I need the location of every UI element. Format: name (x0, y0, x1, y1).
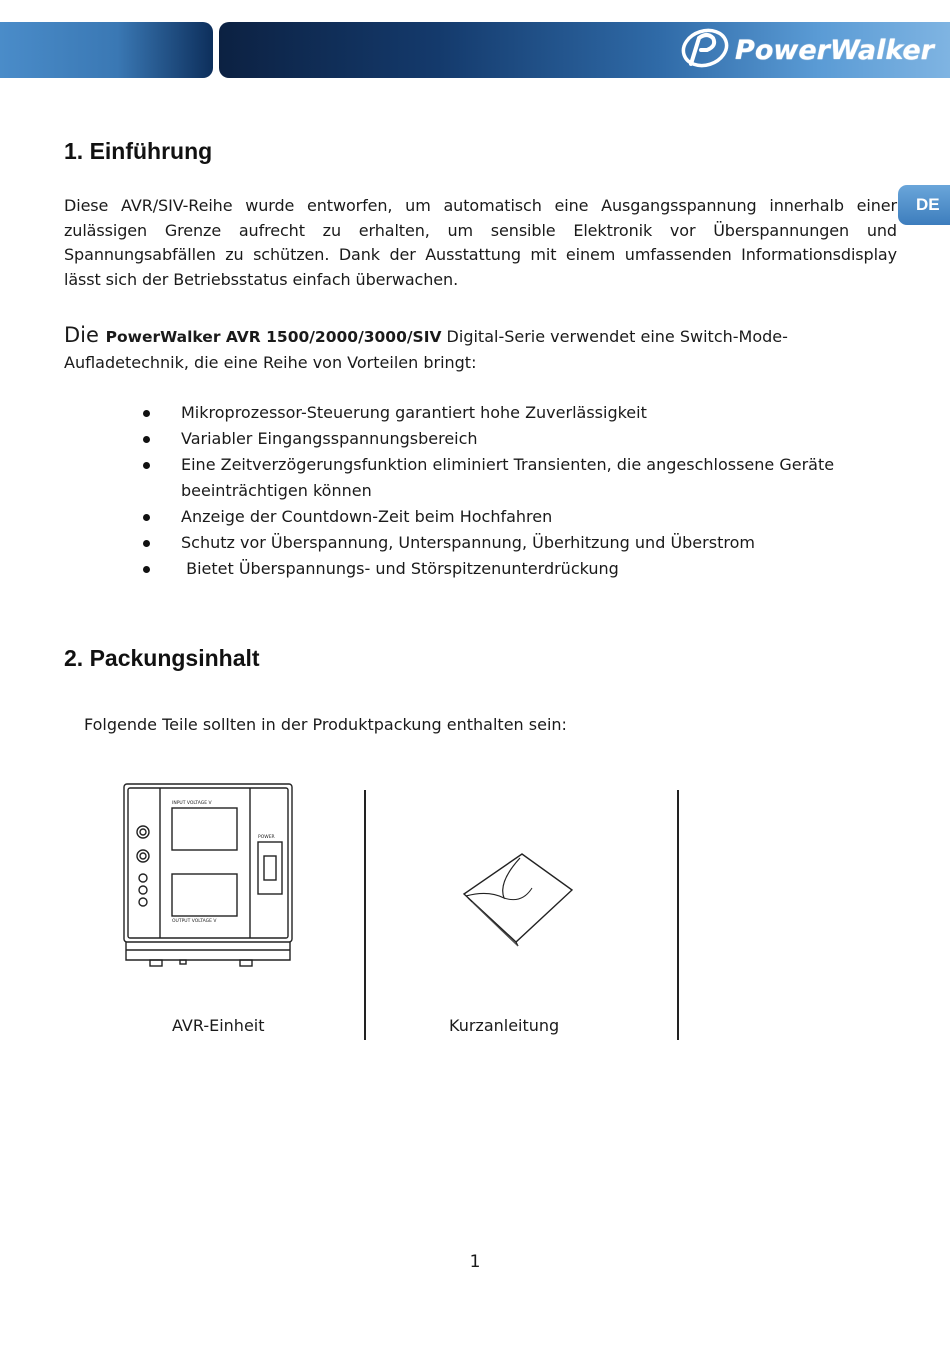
list-item (140, 452, 880, 504)
list-item-text: Schutz vor Überspannung, Unterspannung, Überhitzung und Überstrom (181, 533, 755, 552)
product-paragraph-prefix: Die (64, 323, 106, 347)
product-paragraph-suffix: Digital-Serie verwendet eine Switch-Mode-Aufladetechnik, die eine Reihe von Vorteilen bringt: (64, 327, 788, 372)
feature-list (140, 400, 880, 582)
brand-logo (677, 28, 934, 72)
list-item-text: Mikroprozessor-Steuerung garantiert hohe Zuverlässigkeit (181, 403, 647, 422)
device-input-label: INPUT VOLTAGE V (172, 801, 212, 806)
product-name: PowerWalker AVR 1500/2000/3000/SIV (105, 328, 442, 346)
list-item (140, 426, 880, 452)
header-bar-left (0, 22, 213, 78)
caption-avr-unit: AVR-Einheit (172, 1016, 265, 1035)
manual-booklet-icon (458, 846, 578, 956)
bullet-icon (143, 462, 150, 469)
divider-line (677, 790, 679, 1040)
device-power-label: POWER (258, 835, 275, 840)
page-number: 1 (469, 1252, 481, 1272)
intro-paragraph: Diese AVR/SIV-Reihe wurde entworfen, um automatisch eine Ausgangsspannung innerhalb einer zulässigen Grenze aufrecht zu erhalten, um sensible Elektronik vor Überspannungen und Spannungsabfällen zu schützen. Dank der Ausstattung mit einem umfassenden Informationsdisplay lässt sich der Betriebsstatus einfach überwachen. (64, 196, 897, 289)
divider-line (364, 790, 366, 1040)
bullet-icon (143, 540, 150, 547)
product-paragraph (64, 322, 897, 376)
bullet-icon (143, 410, 150, 417)
list-item-text: Anzeige der Countdown-Zeit beim Hochfahren (181, 507, 553, 526)
list-item (140, 504, 880, 530)
avr-unit-illustration-icon (120, 780, 300, 970)
list-item-text: Variabler Eingangsspannungsbereich (181, 429, 478, 448)
language-tab[interactable]: DE (898, 185, 950, 225)
section-title-introduction: 1. Einführung (64, 138, 213, 164)
caption-manual: Kurzanleitung (449, 1016, 560, 1035)
brand-name: PowerWalker (735, 34, 934, 66)
section-title-package-contents: 2. Packungsinhalt (64, 645, 260, 671)
bullet-icon (143, 514, 150, 521)
bullet-icon (143, 566, 150, 573)
list-item-text: Eine Zeitverzögerungsfunktion eliminiert Transienten, die angeschlossene Geräte beeinträchtigen können (181, 455, 835, 500)
bullet-icon (143, 436, 150, 443)
header-bar-right (219, 22, 950, 78)
list-item (140, 556, 880, 582)
powerwalker-swoosh-icon (677, 26, 729, 75)
list-item-text: Bietet Überspannungs- und Störspitzenunterdrückung (181, 559, 619, 578)
list-item (140, 530, 880, 556)
list-item (140, 400, 880, 426)
device-output-label: OUTPUT VOLTAGE V (172, 919, 217, 924)
package-intro: Folgende Teile sollten in der Produktpackung enthalten sein: (84, 715, 567, 734)
